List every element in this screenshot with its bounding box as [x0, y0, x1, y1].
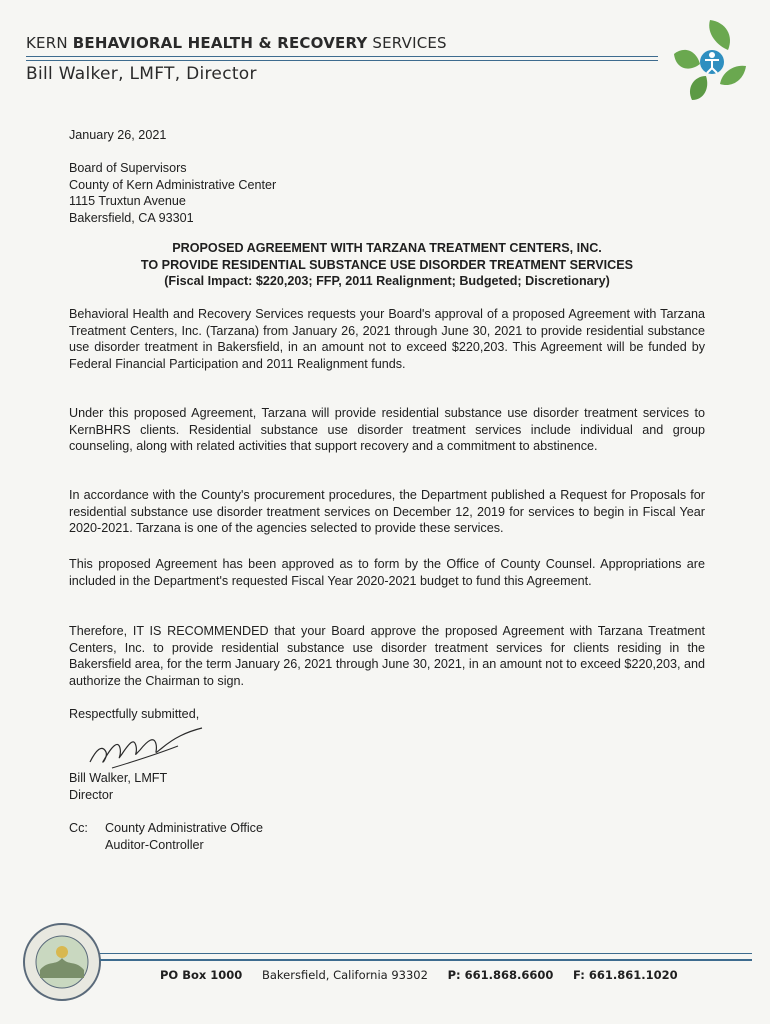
po-box: PO Box 1000 [160, 968, 243, 982]
closing: Respectfully submitted, [69, 707, 200, 721]
subject-line: (Fiscal Impact: $220,203; FFP, 2011 Realignment; Budgeted; Discretionary) [164, 274, 610, 289]
kern-county-seal-icon [22, 922, 102, 1002]
subject-line: PROPOSED AGREEMENT WITH TARZANA TREATMENT CENTERS, INC. [172, 241, 602, 255]
paragraph-request: Behavioral Health and Recovery Services requests your Board's approval of a proposed Agreement with Tarzana Treatment Centers, Inc. (Tarzana) from January 26, 2021 through June 30, 2021 to provide residential substance use disorder treatment in Bakersfield, in an amount not to exceed $220,203. This Agreement will be funded by Federal Financial Participation and 2011 Realignment funds. [69, 307, 705, 371]
recipient-address [69, 160, 705, 226]
cc-recipient: County Administrative Office [105, 821, 263, 835]
header-divider [26, 56, 658, 61]
leaf-person-logo-icon [662, 16, 758, 108]
org-prefix: KERN [26, 34, 68, 52]
org-bold: BEHAVIORAL HEALTH & RECOVERY [72, 34, 368, 52]
letterhead [26, 34, 666, 52]
fax: F: 661.861.1020 [573, 968, 678, 982]
paragraph-approval: This proposed Agreement has been approved as to form by the Office of County Counsel. Appropriations are included in the Department's requested Fiscal Year 2020-2021 budget to fund this Agreement. [69, 557, 705, 588]
cc-label: Cc: [69, 821, 88, 835]
recipient-line: County of Kern Administrative Center [69, 177, 277, 192]
paragraph-recommendation: Therefore, IT IS RECOMMENDED that your Board approve the proposed Agreement with Tarzana Treatment Centers, Inc. to provide residential substance use disorder treatment services for clients residing in the Bakersfield area, for the term January 26, 2021 through June 30, 2021, in an amount not to exceed $220,203, and authorize the Chairman to sign. [69, 624, 705, 688]
paragraph-services: Under this proposed Agreement, Tarzana will provide residential substance use disorder treatment services to KernBHRS clients. Residential substance use disorder treatment services include individual and group counseling, along with related activities that support recovery and a commitment to abstinence. [69, 406, 705, 454]
footer-contact [160, 968, 720, 982]
cc-recipient: Auditor-Controller [105, 837, 204, 852]
organization-name [26, 34, 666, 52]
signer-title: Director [69, 787, 114, 802]
recipient-line: 1115 Truxtun Avenue [69, 194, 186, 209]
org-suffix: SERVICES [372, 34, 447, 52]
letter-date: January 26, 2021 [69, 128, 167, 142]
subject-line: TO PROVIDE RESIDENTIAL SUBSTANCE USE DISORDER TREATMENT SERVICES [140, 257, 634, 272]
paragraph-procurement: In accordance with the County's procurement procedures, the Department published a Request for Proposals for residential substance use disorder treatment services on December 12, 2019 for services to begin in Fiscal Year 2020-2021. Tarzana is one of the agencies selected to provide these services. [69, 488, 705, 536]
footer-divider [100, 953, 752, 961]
signer-name: Bill Walker, LMFT [69, 771, 168, 785]
cc-block [69, 820, 705, 853]
city: Bakersfield, California 93302 [261, 968, 428, 982]
phone: P: 661.868.6600 [447, 968, 554, 982]
director-title: Bill Walker, LMFT, Director [26, 64, 257, 84]
recipient-line: Board of Supervisors [69, 161, 187, 175]
recipient-line: Bakersfield, CA 93301 [69, 210, 194, 225]
signer-block [69, 770, 705, 803]
subject-heading [69, 240, 705, 290]
